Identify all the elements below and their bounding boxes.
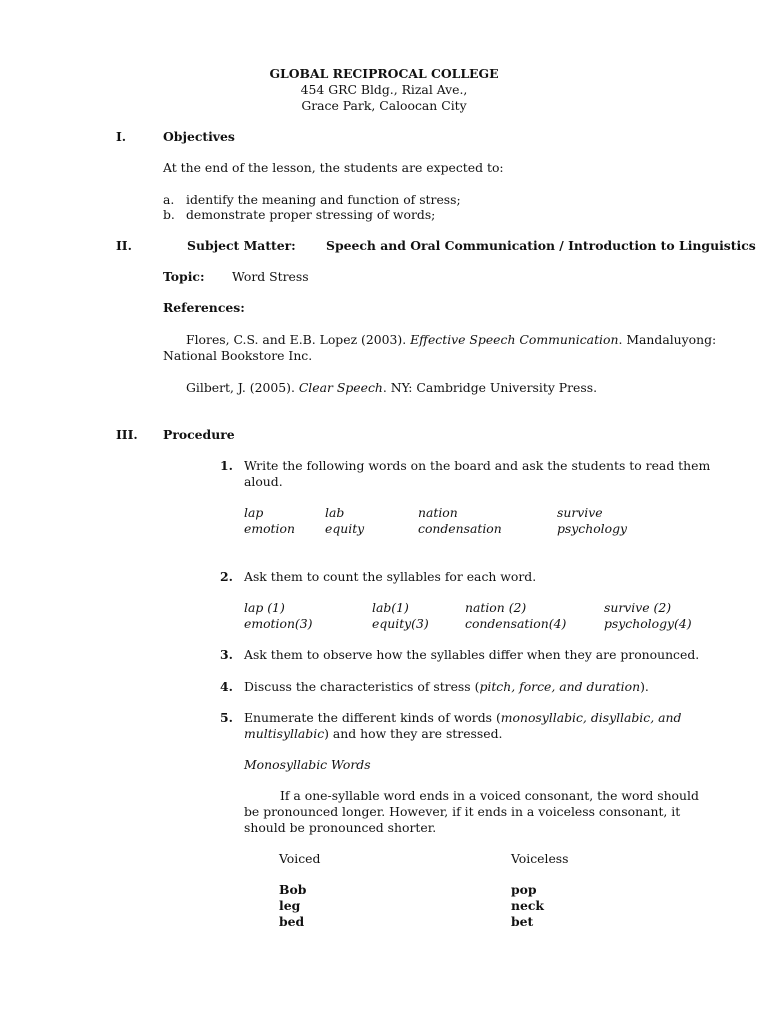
step-1-line-1: Write the following words on the board and ask the students to read them: [244, 458, 711, 473]
step-4-number: 4.: [220, 679, 233, 694]
voiced-header: Voiced: [279, 851, 321, 866]
step-5-italic-2: multisyllabic: [244, 726, 325, 741]
reference-2-publisher: . NY: Cambridge University Press.: [382, 380, 598, 395]
word-lab: lab: [325, 505, 345, 520]
syllable-condensation: condensation(4): [465, 616, 567, 631]
word-equity: equity: [325, 521, 365, 536]
word-condensation: condensation: [418, 521, 502, 536]
college-name: GLOBAL RECIPROCAL COLLEGE: [269, 66, 499, 81]
step-4-italic: pitch, force, and duration: [479, 679, 641, 694]
voiced-word-bob: Bob: [279, 882, 307, 897]
objective-marker-a: a.: [163, 192, 175, 207]
step-2-text: Ask them to count the syllables for each word.: [244, 569, 537, 584]
word-lap: lap: [244, 505, 264, 520]
step-5-line-2: [244, 726, 502, 742]
reference-1: [186, 332, 716, 348]
objective-item-b: demonstrate proper stressing of words;: [186, 207, 436, 222]
reference-1-authors: Flores, C.S. and E.B. Lopez (2003).: [186, 332, 411, 347]
monosyllabic-subheading: Monosyllabic Words: [244, 757, 371, 772]
step-5-pre: Enumerate the different kinds of words (: [244, 710, 501, 725]
reference-1-title: Effective Speech Communication: [410, 332, 619, 347]
syllable-nation: nation (2): [465, 600, 527, 615]
step-4-text: [244, 679, 649, 695]
subject-matter-label: Subject Matter:: [187, 238, 296, 253]
reference-2-title: Clear Speech: [298, 380, 383, 395]
step-5-line-1: [244, 710, 681, 726]
word-nation: nation: [418, 505, 458, 520]
topic-label: Topic:: [163, 269, 205, 284]
procedure-heading: Procedure: [163, 427, 235, 442]
word-emotion: emotion: [244, 521, 295, 536]
step-3-number: 3.: [220, 647, 233, 662]
section-numeral-2: II.: [116, 238, 132, 253]
reference-2: [186, 380, 597, 396]
objective-marker-b: b.: [163, 207, 175, 222]
rule-line-3: should be pronounced shorter.: [244, 820, 437, 835]
step-5-italic-1: monosyllabic, disyllabic, and: [500, 710, 682, 725]
objectives-heading: Objectives: [163, 129, 235, 144]
step-3-text: Ask them to observe how the syllables differ when they are pronounced.: [244, 647, 700, 662]
voiceless-word-pop: pop: [511, 882, 537, 897]
reference-1-line-2: National Bookstore Inc.: [163, 348, 313, 363]
references-label: References:: [163, 300, 245, 315]
reference-1-publisher: . Mandaluyong:: [618, 332, 717, 347]
step-4-pre: Discuss the characteristics of stress (: [244, 679, 480, 694]
section-numeral-3: III.: [116, 427, 138, 442]
syllable-psychology: psychology(4): [604, 616, 692, 631]
address-line-1: 454 GRC Bldg., Rizal Ave.,: [300, 82, 468, 97]
step-1-line-2: aloud.: [244, 474, 283, 489]
reference-2-authors: Gilbert, J. (2005).: [186, 380, 299, 395]
syllable-survive: survive (2): [604, 600, 672, 615]
voiceless-word-neck: neck: [511, 898, 545, 913]
section-numeral-1: I.: [116, 129, 127, 144]
syllable-emotion: emotion(3): [244, 616, 313, 631]
address-line-2: Grace Park, Caloocan City: [301, 98, 467, 113]
rule-line-1: If a one-syllable word ends in a voiced consonant, the word should: [280, 788, 699, 803]
objectives-intro: At the end of the lesson, the students are expected to:: [163, 160, 504, 175]
syllable-lab: lab(1): [372, 600, 409, 615]
word-psychology: psychology: [557, 521, 628, 536]
topic-value: Word Stress: [232, 269, 309, 284]
voiced-word-leg: leg: [279, 898, 301, 913]
voiceless-word-bet: bet: [511, 914, 534, 929]
word-survive: survive: [557, 505, 603, 520]
step-2-number: 2.: [220, 569, 233, 584]
step-5-post: ) and how they are stressed.: [324, 726, 503, 741]
subject-matter-value: Speech and Oral Communication / Introduction to Linguistics: [326, 238, 756, 253]
voiceless-header: Voiceless: [511, 851, 569, 866]
syllable-lap: lap (1): [244, 600, 285, 615]
objective-item-a: identify the meaning and function of stress;: [186, 192, 461, 207]
syllable-equity: equity(3): [372, 616, 429, 631]
voiced-word-bed: bed: [279, 914, 305, 929]
step-1-number: 1.: [220, 458, 233, 473]
step-5-number: 5.: [220, 710, 233, 725]
step-4-post: ).: [640, 679, 649, 694]
rule-line-2: be pronounced longer. However, if it ends in a voiceless consonant, it: [244, 804, 681, 819]
